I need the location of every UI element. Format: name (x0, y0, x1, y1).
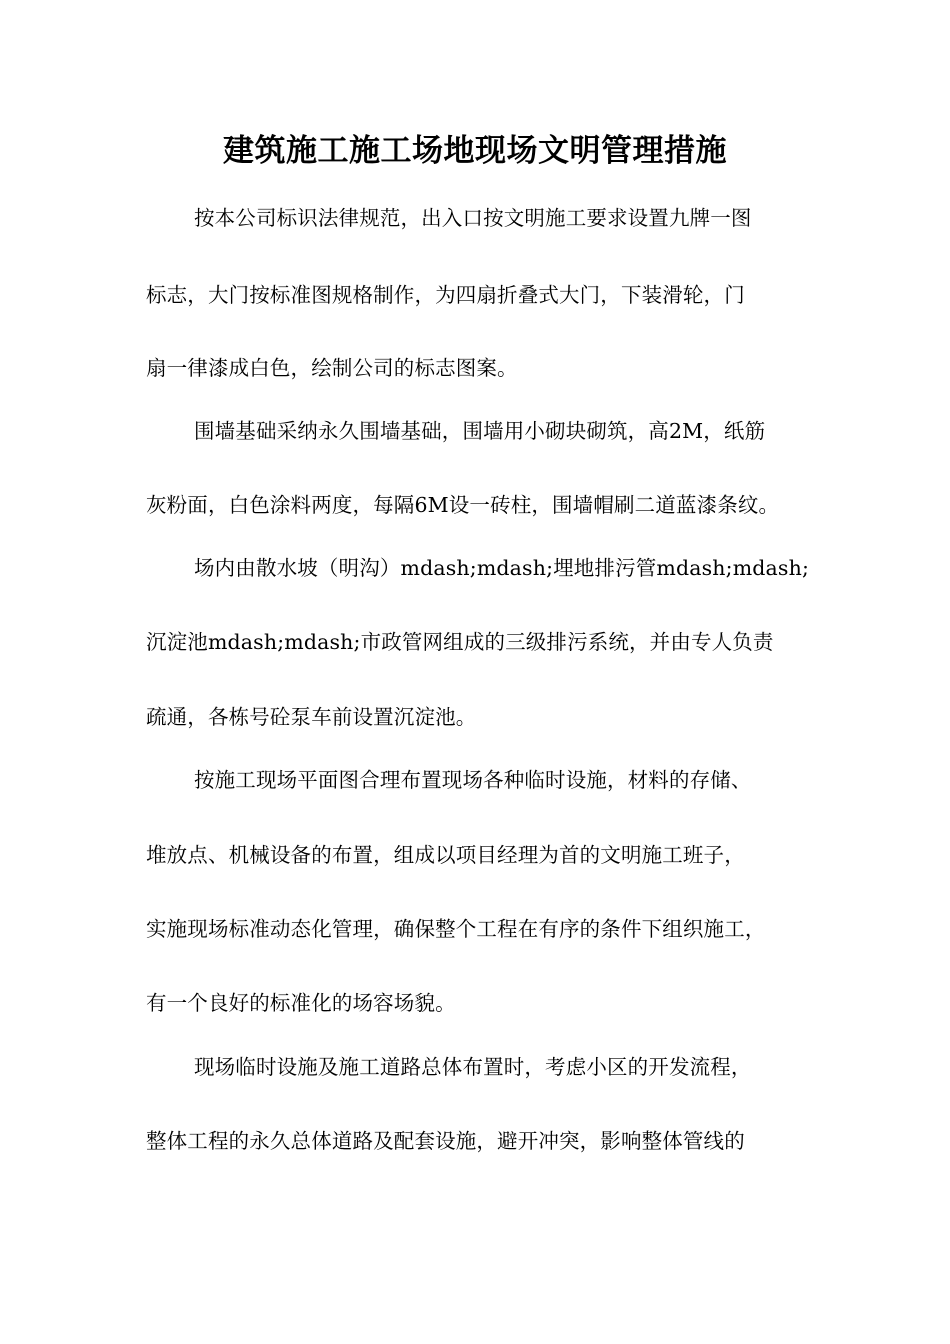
paragraph-5-line-2: 整体工程的永久总体道路及配套设施，避开冲突，影响整体管线的 (146, 1129, 745, 1153)
paragraph-4-line-4: 有一个良好的标准化的场容场貌。 (146, 991, 456, 1015)
paragraph-4-line-3: 实施现场标准动态化管理，确保整个工程在有序的条件下组织施工， (146, 917, 766, 941)
paragraph-2-line-1: 围墙基础采纳永久围墙基础，围墙用小砌块砌筑，高2M，纸筋 (194, 419, 766, 443)
paragraph-3-line-2: 沉淀池mdash;mdash;市政管网组成的三级排污系统，并由专人负责 (146, 630, 774, 654)
paragraph-4-line-2: 堆放点、机械设备的布置，组成以项目经理为首的文明施工班子， (146, 843, 745, 867)
paragraph-3-line-1: 场内由散水坡（明沟）mdash;mdash;埋地排污管mdash;mdash; (194, 556, 810, 580)
paragraph-1-line-2: 标志，大门按标准图规格制作，为四扇折叠式大门，下装滑轮，门 (146, 283, 745, 307)
paragraph-5-line-1: 现场临时设施及施工道路总体布置时，考虑小区的开发流程， (194, 1055, 752, 1079)
paragraph-2-line-2: 灰粉面，白色涂料两度，每隔6M设一砖柱，围墙帽刷二道蓝漆条纹。 (146, 493, 780, 517)
paragraph-1-line-3: 扇一律漆成白色，绘制公司的标志图案。 (146, 356, 518, 380)
paragraph-1-line-1: 按本公司标识法律规范，出入口按文明施工要求设置九牌一图 (194, 206, 752, 230)
paragraph-3-line-3: 疏通，各栋号砼泵车前设置沉淀池。 (146, 705, 477, 729)
document-title: 建筑施工施工场地现场文明管理措施 (223, 133, 727, 169)
paragraph-4-line-1: 按施工现场平面图合理布置现场各种临时设施，材料的存储、 (194, 768, 752, 792)
